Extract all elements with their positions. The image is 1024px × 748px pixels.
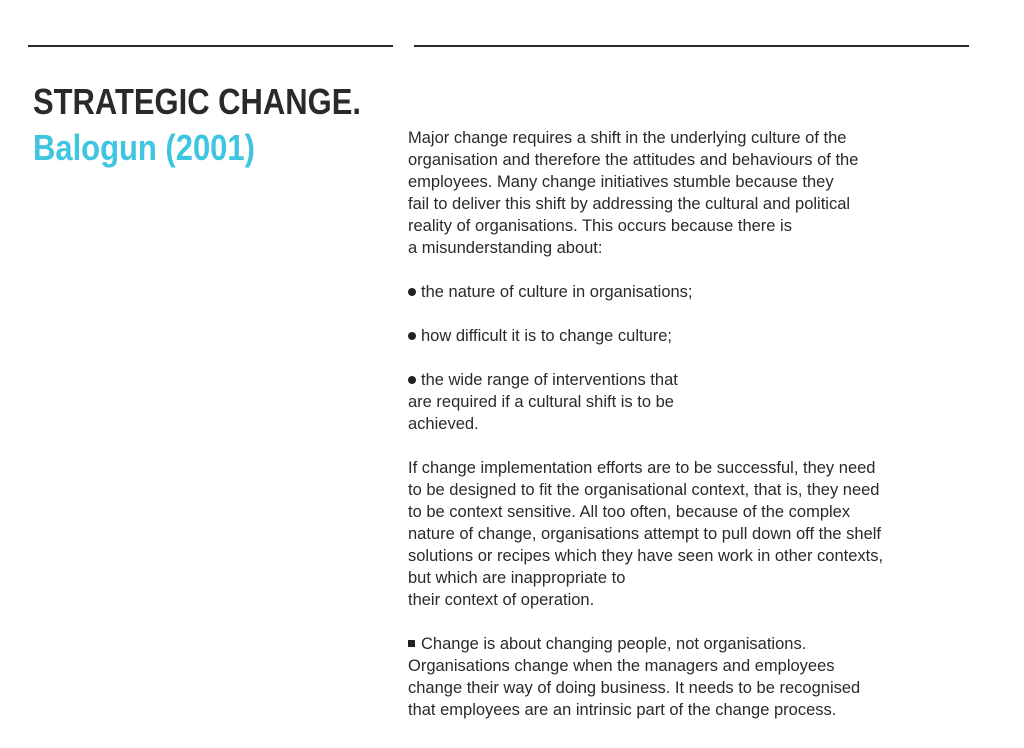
- text-line: achieved.: [408, 415, 479, 433]
- bullet-icon: [408, 288, 416, 296]
- intro-paragraph: [408, 127, 998, 259]
- text-line: their context of operation.: [408, 591, 595, 609]
- text-line: to be context sensitive. All too often, because of the complex: [408, 503, 851, 521]
- text-line: If change implementation efforts are to be successful, they need: [408, 459, 876, 477]
- text-line: employees. Many change initiatives stumble because they: [408, 173, 834, 191]
- bullet-text: how difficult it is to change culture;: [421, 327, 672, 345]
- bullet-item: [408, 325, 998, 347]
- text-line: solutions or recipes which they have seen work in other contexts,: [408, 547, 884, 565]
- text-line: a misunderstanding about:: [408, 239, 603, 257]
- text-line: [408, 369, 998, 391]
- people-paragraph: [408, 633, 998, 721]
- text-line: are required if a cultural shift is to be: [408, 393, 674, 411]
- text-line: Organisations change when the managers and employees: [408, 657, 835, 675]
- text-line: change their way of doing business. It needs to be recognised: [408, 679, 861, 697]
- text-line: nature of change, organisations attempt to pull down off the shelf: [408, 525, 882, 543]
- body-text: [408, 127, 998, 743]
- text-line: that employees are an intrinsic part of the change process.: [408, 701, 837, 719]
- page-title: STRATEGIC CHANGE.: [33, 81, 361, 122]
- bullet-item: [408, 281, 998, 303]
- text-line: Major change requires a shift in the underlying culture of the: [408, 129, 847, 147]
- text-line: but which are inappropriate to: [408, 569, 626, 587]
- bullet-text: the nature of culture in organisations;: [421, 283, 693, 301]
- text-line: organisation and therefore the attitudes and behaviours of the: [408, 151, 859, 169]
- top-rule-right: [414, 45, 969, 47]
- text-line: [408, 281, 998, 303]
- context-paragraph: [408, 457, 998, 611]
- text-line: [408, 325, 998, 347]
- bullet-icon: [408, 332, 416, 340]
- bullet-text: the wide range of interventions that: [421, 371, 678, 389]
- bullet-icon: [408, 376, 416, 384]
- square-bullet-icon: [408, 640, 415, 647]
- bullet-item: [408, 369, 998, 435]
- text-line: reality of organisations. This occurs because there is: [408, 217, 792, 235]
- text-line: to be designed to fit the organisational context, that is, they need: [408, 481, 880, 499]
- bullet-text: Change is about changing people, not organisations.: [421, 635, 807, 653]
- page-subtitle: Balogun (2001): [33, 127, 255, 168]
- title-block: [33, 80, 393, 172]
- top-rule-left: [28, 45, 393, 47]
- text-line: [408, 633, 998, 655]
- text-line: fail to deliver this shift by addressing the cultural and political: [408, 195, 851, 213]
